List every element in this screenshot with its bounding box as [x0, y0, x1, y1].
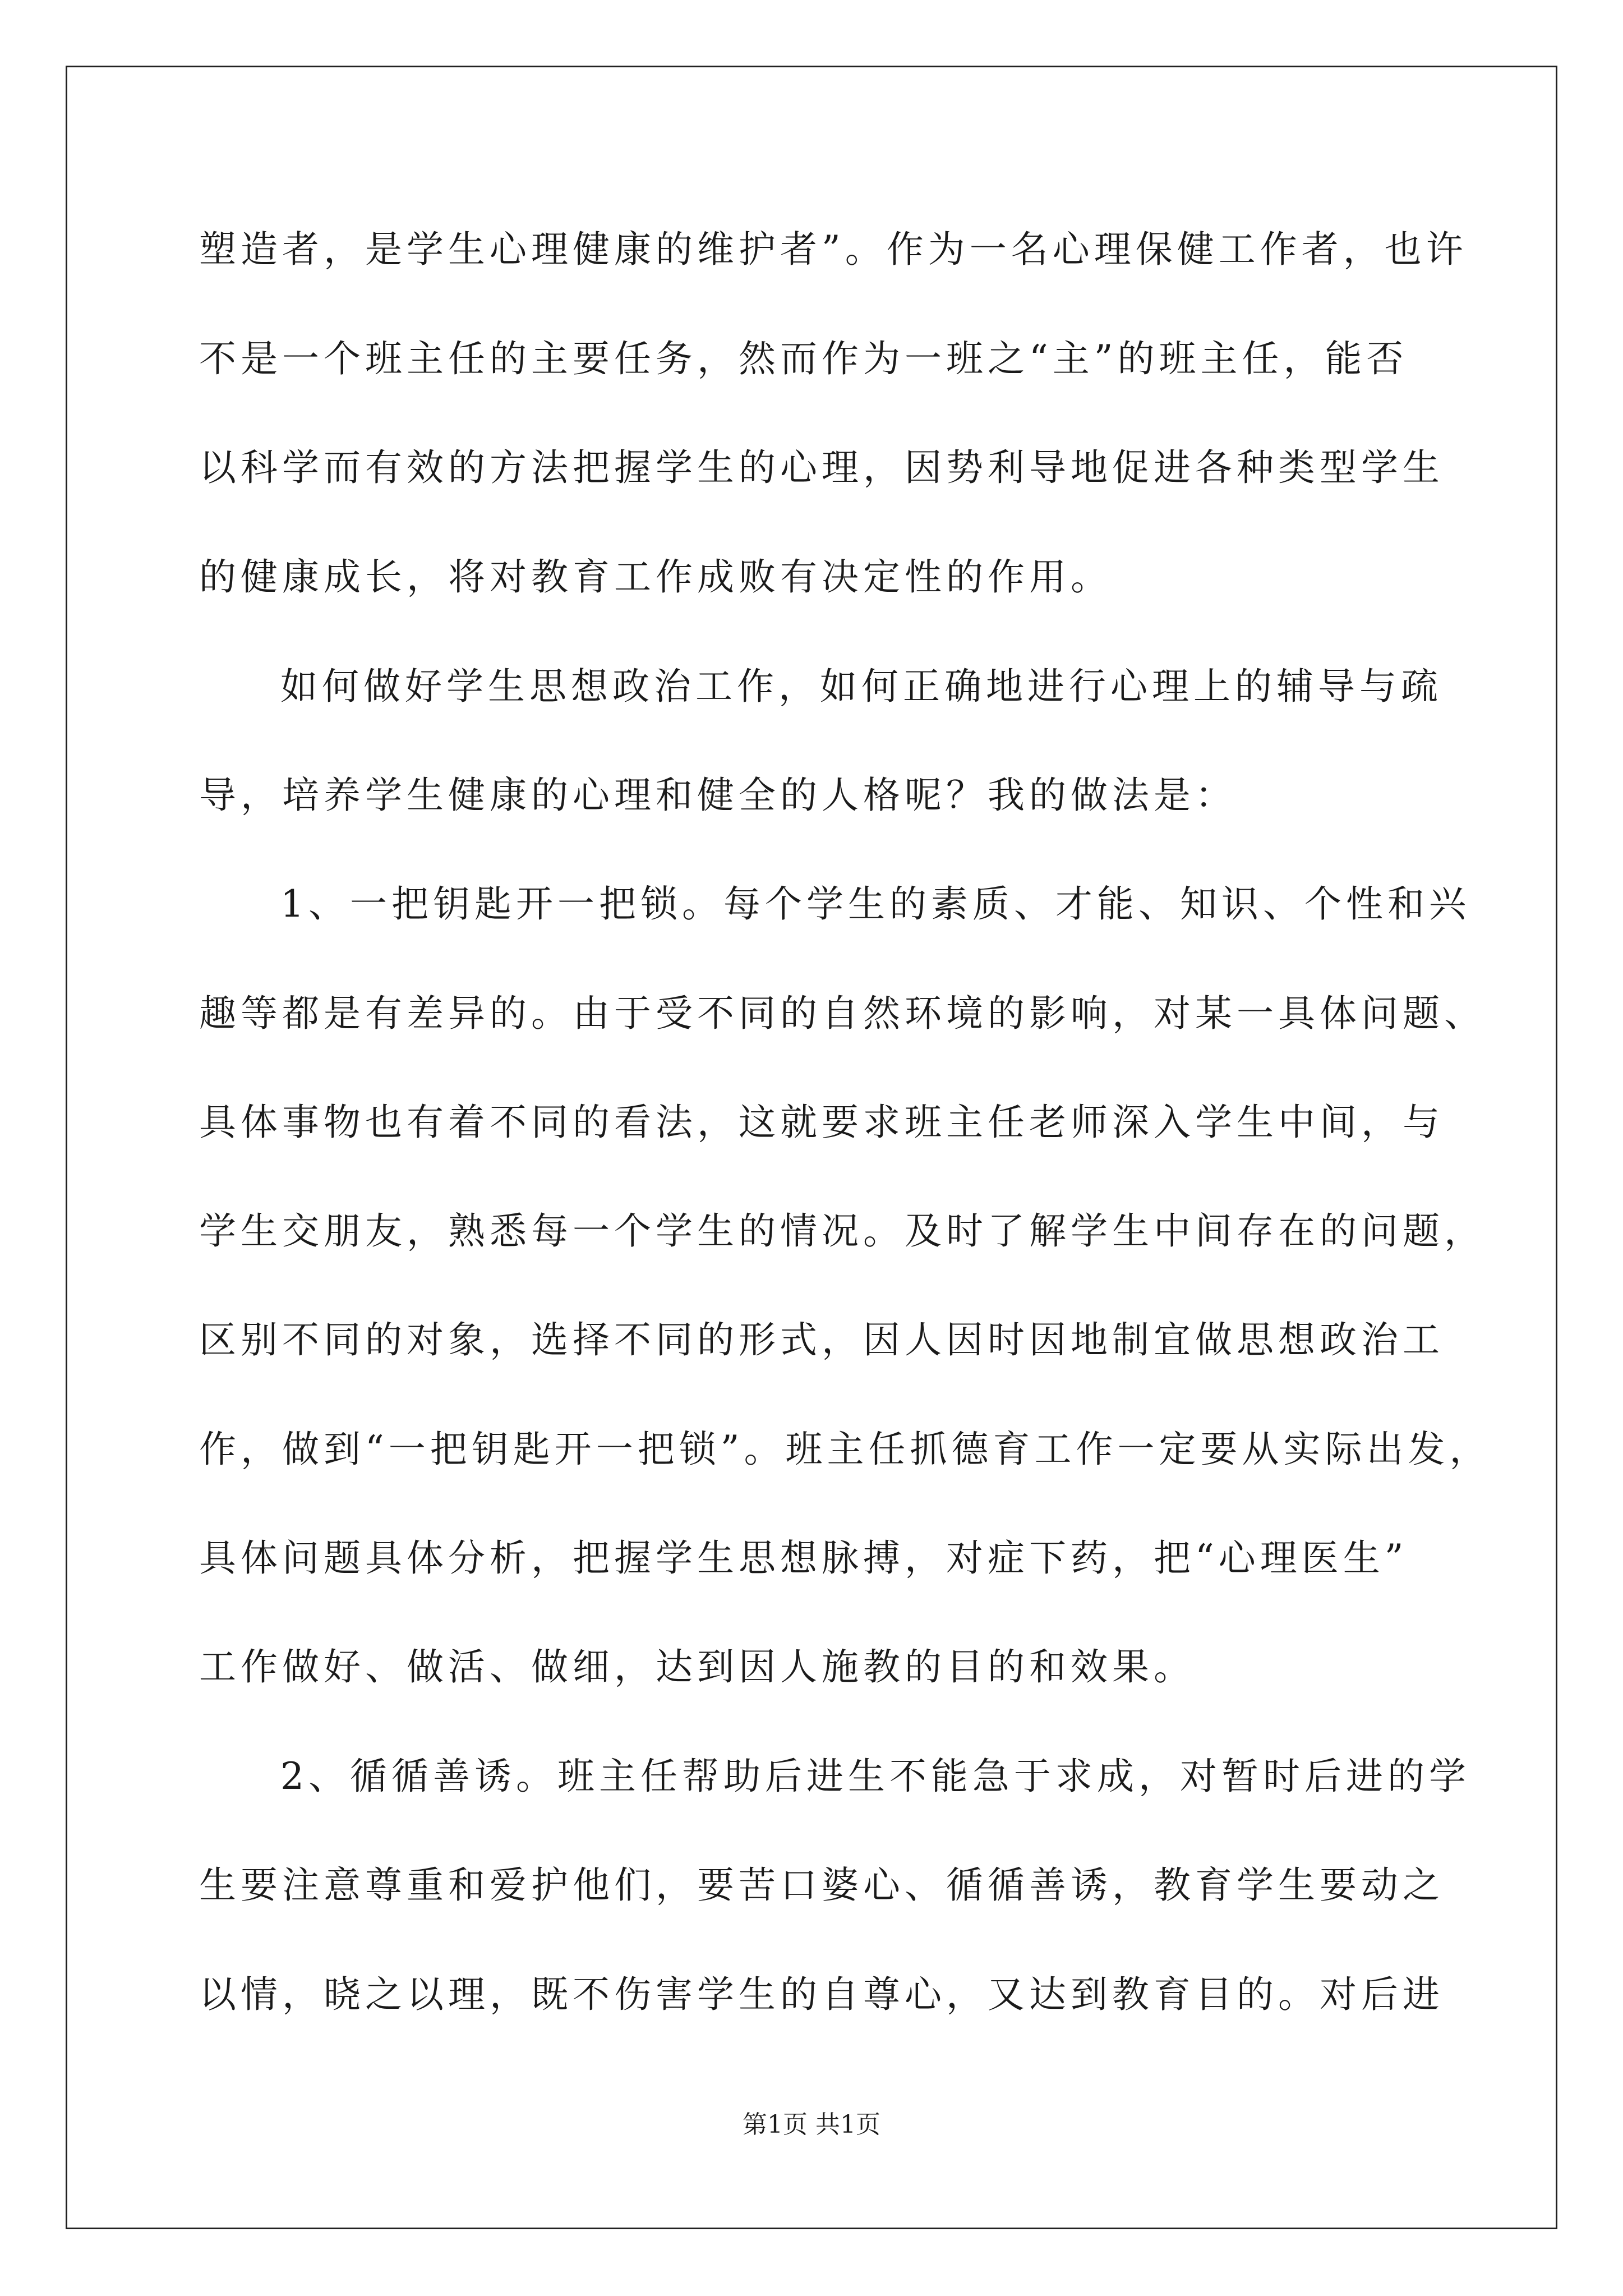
body-text-line: 区别不同的对象，选择不同的形式，因人因时因地制宜做思想政治工: [199, 1318, 1444, 1361]
body-text-line: 以情，晓之以理，既不伤害学生的自尊心，又达到教育目的。对后进: [199, 1973, 1444, 2016]
body-text-line: 具体问题具体分析，把握学生思想脉搏，对症下药，把“心理医生”: [199, 1536, 1408, 1580]
body-text-line: 具体事物也有着不同的看法，这就要求班主任老师深入学生中间，与: [199, 1101, 1444, 1144]
paragraph-start-line: 2、循循善诱。班主任帮助后进生不能急于求成，对暂时后进的学: [280, 1755, 1470, 1798]
body-text-line: 趣等都是有差异的。由于受不同的自然环境的影响，对某一具体问题、: [199, 992, 1486, 1035]
body-text-line: 作，做到“一把钥匙开一把锁”。班主任抓德育工作一定要从实际出发，: [199, 1428, 1491, 1471]
body-text-line: 以科学而有效的方法把握学生的心理，因势利导地促进各种类型学生: [199, 446, 1444, 489]
body-text-line: 导，培养学生健康的心理和健全的人格呢？我的做法是：: [199, 774, 1237, 817]
body-text-line: 不是一个班主任的主要任务，然而作为一班之“主”的班主任，能否: [199, 337, 1408, 380]
body-text-line: 生要注意尊重和爱护他们，要苦口婆心、循循善诱，教育学生要动之: [199, 1864, 1444, 1907]
body-text-line: 学生交朋友，熟悉每一个学生的情况。及时了解学生中间存在的问题，: [199, 1209, 1486, 1253]
body-text-line: 塑造者，是学生心理健康的维护者”。作为一名心理保健工作者，也许: [199, 228, 1468, 271]
paragraph-start-line: 1、一把钥匙开一把锁。每个学生的素质、才能、知识、个性和兴: [280, 882, 1470, 926]
body-text-line: 的健康成长，将对教育工作成败有决定性的作用。: [199, 555, 1112, 599]
paragraph-start-line: 如何做好学生思想政治工作，如何正确地进行心理上的辅导与疏: [280, 665, 1442, 708]
body-text-line: 工作做好、做活、做细，达到因人施教的目的和效果。: [199, 1645, 1195, 1688]
page-number-footer: 第1页 共1页: [743, 2110, 880, 2139]
